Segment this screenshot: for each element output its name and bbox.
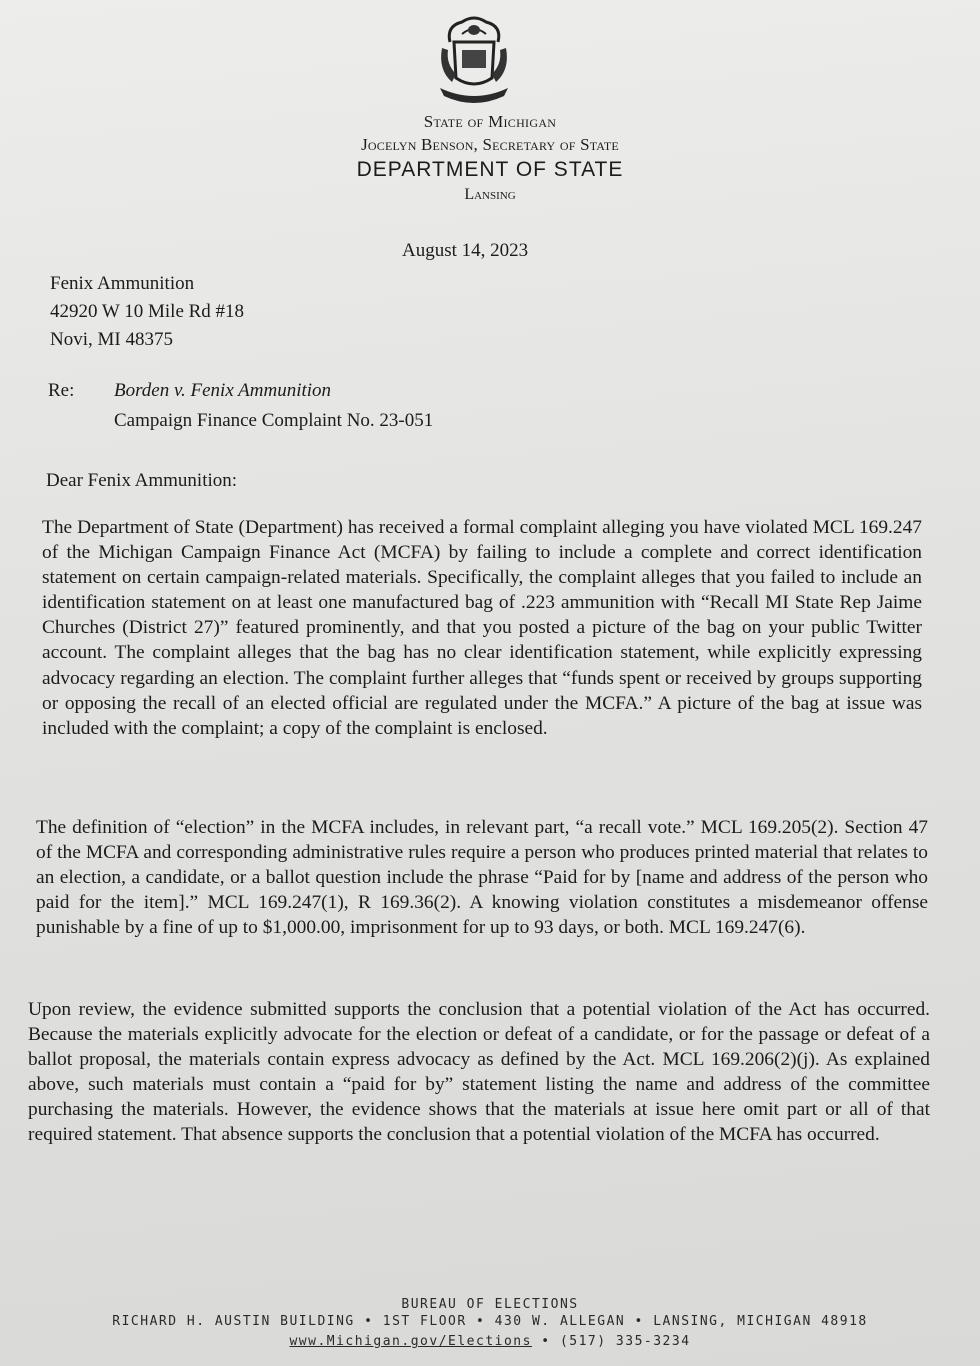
recipient-city: Novi, MI 48375 [50,329,173,350]
michigan-state-seal-icon [432,12,516,106]
recipient-address [50,270,244,354]
letter-date: August 14, 2023 [402,240,529,261]
letterhead-city: Lansing [464,186,516,203]
footer-bureau: BUREAU OF ELECTIONS [401,1297,579,1312]
footer-separator: • [541,1334,551,1349]
letterhead-department: DEPARTMENT OF STATE [356,158,624,181]
body-paragraph-3: Upon review, the evidence submitted supports the conclusion that a potential violation of the Act has occurred. Because the materials explicitly advocate for the election or defeat of a candidate, or for the passage or defeat of a ballot proposal, the materials contain express advocacy as defined by the Act. MCL 169.206(2)(j). As explained above, such materials must contain a “paid for by” statement listing the name and address of the committee purchasing the materials. However, the evidence shows that the materials at issue here omit part or all of that required statement. That absence supports the conclusion that a potential violation of the MCFA has occurred. [28,999,930,1146]
letterhead-secretary: Jocelyn Benson, Secretary of State [361,135,619,154]
case-title: Borden v. Fenix Ammunition [114,380,332,401]
salutation: Dear Fenix Ammunition: [46,470,238,491]
recipient-name: Fenix Ammunition [50,273,195,294]
footer-address: RICHARD H. AUSTIN BUILDING • 1ST FLOOR • 430 W. ALLEGAN • LANSING, MICHIGAN 48918 [112,1314,868,1329]
letterhead-state: State of Michigan [423,112,557,131]
footer-website-link[interactable]: www.Michigan.gov/Elections [289,1334,532,1349]
re-label: Re: [48,380,75,401]
body-paragraph-1: The Department of State (Department) has received a formal complaint alleging you have violated MCL 169.247 of the Michigan Campaign Finance Act (MCFA) by failing to include a complete and correct identification statement on certain campaign-related materials. Specifically, the complaint alleges that you failed to include an identification statement on at least one manufactured bag of .223 ammunition with “Recall MI State Rep Jaime Churches (District 27)” featured prominently, and that you posted a picture of the bag on your public Twitter account. The complaint alleges that the bag has no clear identification statement, while explicitly expressing advocacy regarding an election. The complaint further alleges that “funds spent or received by groups supporting or opposing the recall of an elected official are regulated under the MCFA.” A picture of the bag at issue was included with the complaint; a copy of the complaint is enclosed. [42,517,922,739]
body-paragraph-2: The definition of “election” in the MCFA includes, in relevant part, “a recall vote.” MCL 169.205(2). Section 47 of the MCFA and corresponding administrative rules require a person who produces printed material that relates to an election, a candidate, or a ballot question include the phrase “Paid for by [name and address of the person who paid for the item].” MCL 169.247(1), R 169.36(2). A knowing violation constitutes a misdemeanor offense punishable by a fine of up to $1,000.00, imprisonment for up to 93 days, or both. MCL 169.247(6). [36,817,928,939]
footer-contact [0,1334,980,1349]
recipient-street: 42920 W 10 Mile Rd #18 [50,301,245,322]
complaint-number: Campaign Finance Complaint No. 23-051 [114,410,434,431]
footer-phone: (517) 335-3234 [559,1334,691,1349]
